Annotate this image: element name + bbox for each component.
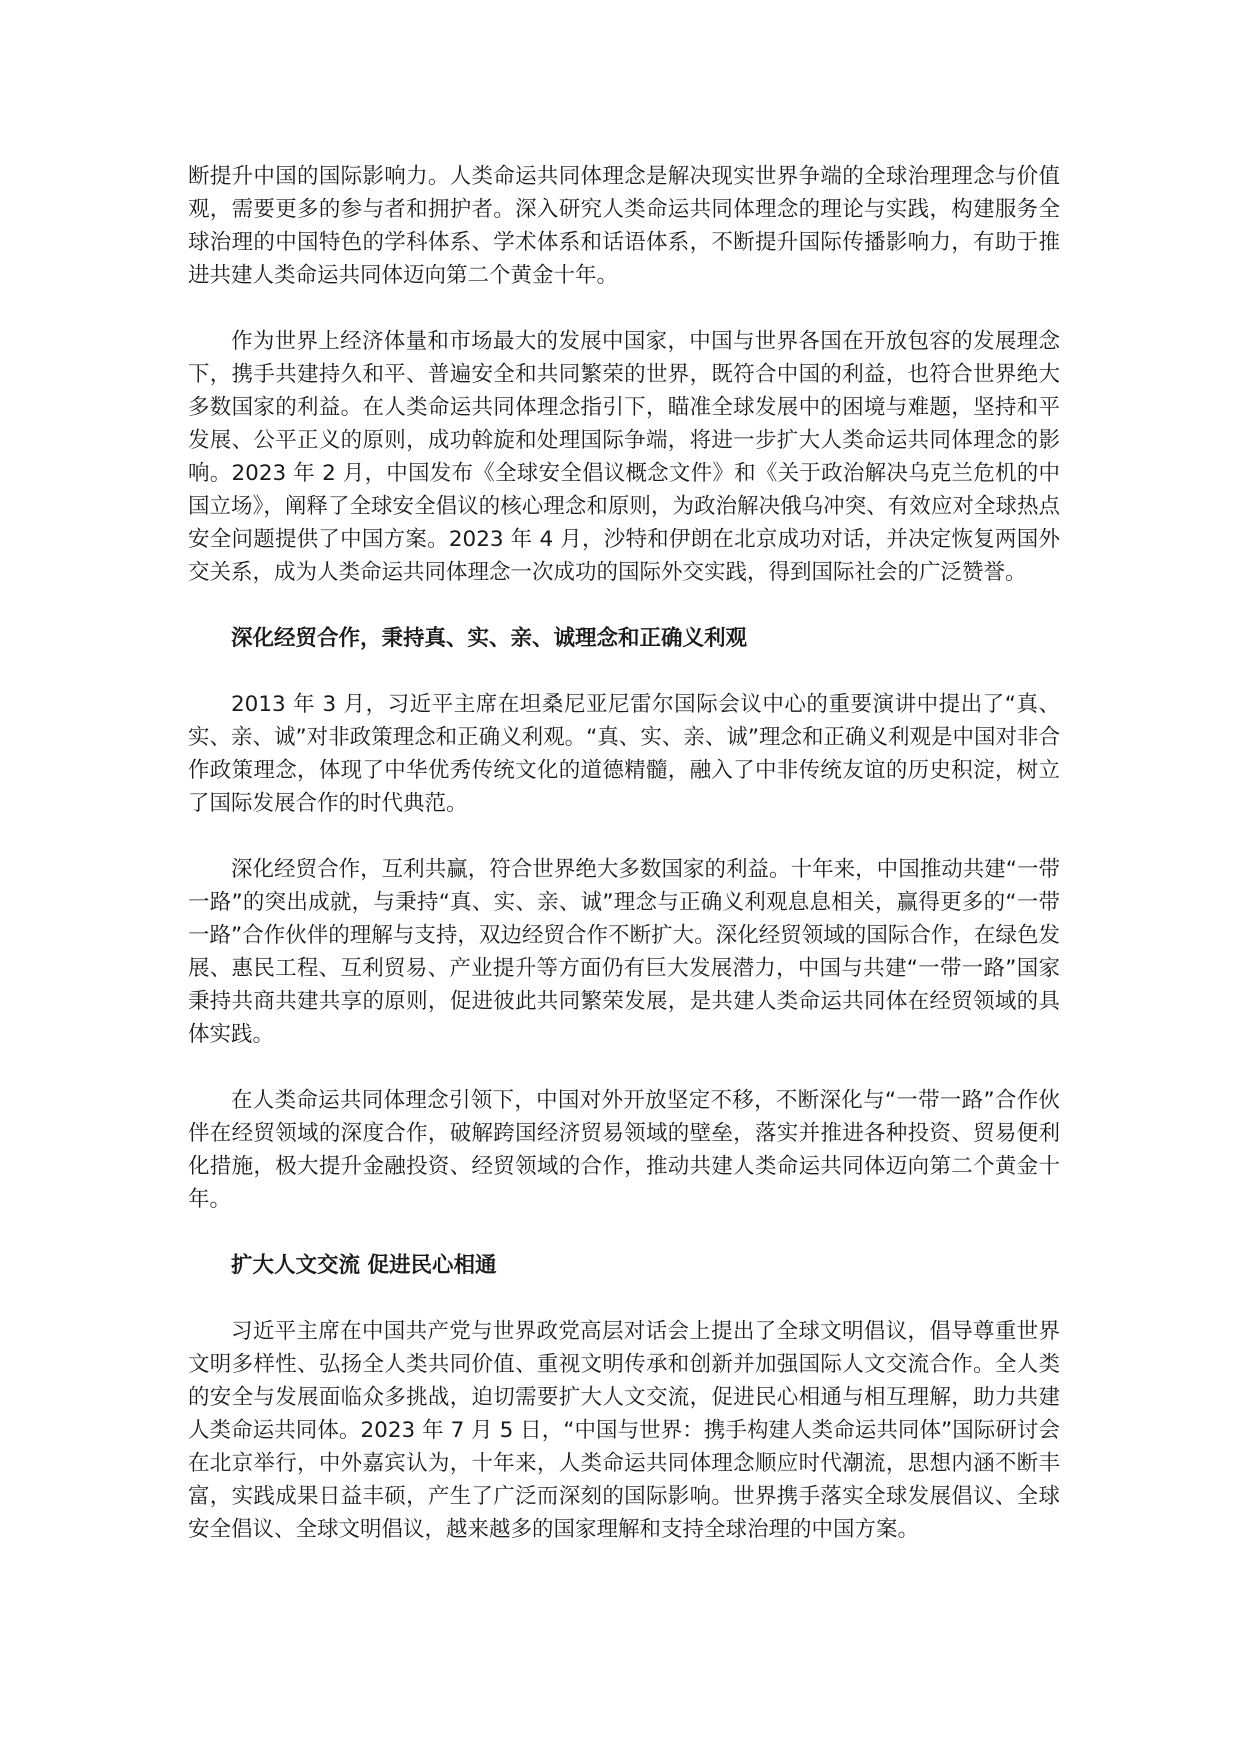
paragraph-5: 在人类命运共同体理念引领下，中国对外开放坚定不移，不断深化与“一带一路”合作伙伴在经贸领域的深度合作，破解跨国经济贸易领域的壁垒，落实并推进各种投资、贸易便利化措施，极大提升金融投资、经贸领域的合作，推动共建人类命运共同体迈向第二个黄金十年。 bbox=[188, 1088, 1060, 1212]
section-heading-cultural-exchange: 扩大人文交流 促进民心相通 bbox=[231, 1253, 497, 1278]
paragraph-2: 作为世界上经济体量和市场最大的发展中国家，中国与世界各国在开放包容的发展理念下，携手共建持久和平、普遍安全和共同繁荣的世界，既符合中国的利益，也符合世界绝大多数国家的利益。在人类命运共同体理念指引下，瞄准全球发展中的困境与难题，坚持和平发展、公平正义的原则，成功斡旋和处理国际争端，将进一步扩大人类命运共同体理念的影响。2023 年 2 月，中国发布《全球安全倡议概念文件》和《关于政治解决乌克兰危机的中国立场》，阐释了全球安全倡议的核心理念和原则，为政治解决俄乌冲突、有效应对全球热点安全问题提供了中国方案。2023 年 4 月，沙特和伊朗在北京成功对话，并决定恢复两国外交关系，成为人类命运共同体理念一次成功的国际外交实践，得到国际社会的广泛赞誉。 bbox=[188, 329, 1060, 585]
paragraph-4: 深化经贸合作，互利共赢，符合世界绝大多数国家的利益。十年来，中国推动共建“一带一路”的突出成就，与秉持“真、实、亲、诚”理念与正确义利观息息相关，赢得更多的“一带一路”合作伙伴的理解与支持，双边经贸合作不断扩大。深化经贸领域的国际合作，在绿色发展、惠民工程、互利贸易、产业提升等方面仍有巨大发展潜力，中国与共建“一带一路”国家秉持共商共建共享的原则，促进彼此共同繁荣发展，是共建人类命运共同体在经贸领域的具体实践。 bbox=[188, 857, 1060, 1047]
section-heading-trade-cooperation: 深化经贸合作，秉持真、实、亲、诚理念和正确义利观 bbox=[231, 626, 748, 651]
paragraph-1: 断提升中国的国际影响力。人类命运共同体理念是解决现实世界争端的全球治理理念与价值观，需要更多的参与者和拥护者。深入研究人类命运共同体理念的理论与实践，构建服务全球治理的中国特色的学科体系、学术体系和话语体系，不断提升国际传播影响力，有助于推进共建人类命运共同体迈向第二个黄金十年。 bbox=[188, 164, 1060, 288]
paragraph-6: 习近平主席在中国共产党与世界政党高层对话会上提出了全球文明倡议，倡导尊重世界文明多样性、弘扬全人类共同价值、重视文明传承和创新并加强国际人文交流合作。全人类的安全与发展面临众多挑战，迫切需要扩大人文交流，促进民心相通与相互理解，助力共建人类命运共同体。2023 年 7 月 5 日，“中国与世界：携手构建人类命运共同体”国际研讨会在北京举行，中外嘉宾认为，十年来，人类命运共同体理念顺应时代潮流，思想内涵不断丰富，实践成果日益丰硕，产生了广泛而深刻的国际影响。世界携手落实全球发展倡议、全球安全倡议、全球文明倡议，越来越多的国家理解和支持全球治理的中国方案。 bbox=[188, 1319, 1060, 1542]
document-body bbox=[188, 160, 1060, 1579]
paragraph-3: 2013 年 3 月，习近平主席在坦桑尼亚尼雷尔国际会议中心的重要演讲中提出了“真、实、亲、诚”对非政策理念和正确义利观。“真、实、亲、诚”理念和正确义利观是中国对非合作政策理念，体现了中华优秀传统文化的道德精髓，融入了中非传统友谊的历史积淀，树立了国际发展合作的时代典范。 bbox=[188, 692, 1060, 816]
